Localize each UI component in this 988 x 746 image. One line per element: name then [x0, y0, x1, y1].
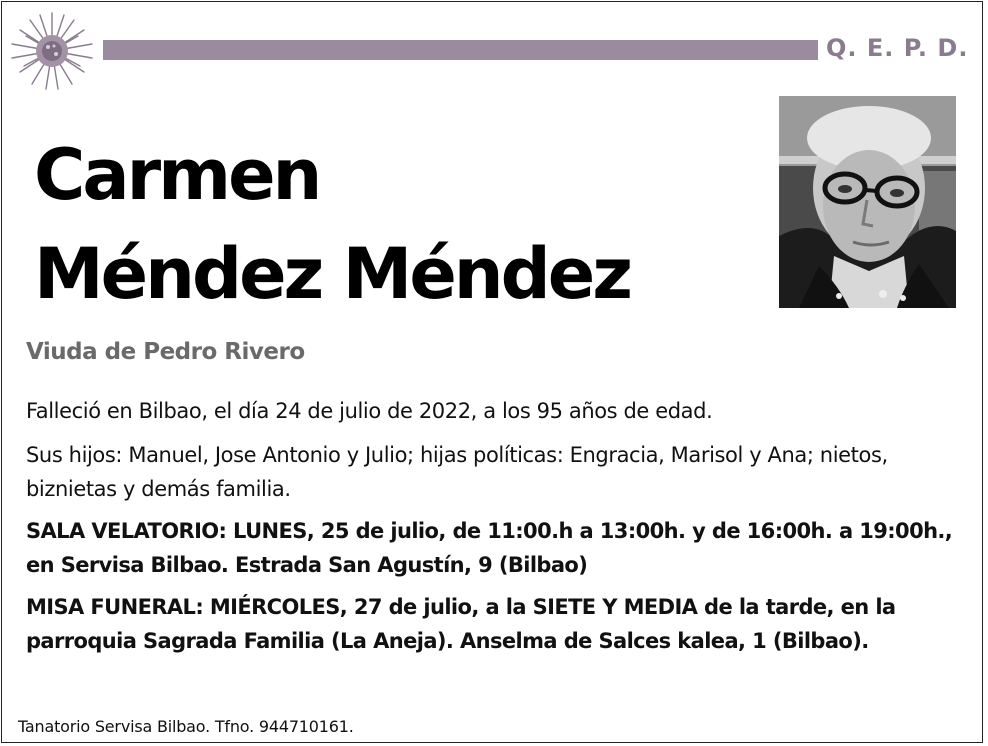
portrait-photo [779, 96, 956, 308]
header-divider-bar [103, 40, 818, 60]
qepd-heading: Q. E. P. D. [826, 34, 969, 62]
widow-line: Viuda de Pedro Rivero [26, 339, 305, 365]
family-line: Sus hijos: Manuel, Jose Antonio y Julio; hijas políticas: Engracia, Marisol y Ana; nietos, biznietas y demás familia. [26, 443, 888, 501]
death-announcement: Falleció en Bilbao, el día 24 de julio de 2022, a los 95 años de edad. [26, 399, 713, 423]
funeral-home-footer: Tanatorio Servisa Bilbao. Tfno. 944710161. [18, 717, 354, 736]
funeral-mass-details: MISA FUNERAL: MIÉRCOLES, 27 de julio, a la SIETE Y MEDIA de la tarde, en la parroquia Sagrada Familia (La Aneja). Anselma de Salces kalea, 1 (Bilbao). [26, 595, 896, 653]
deceased-surnames: Méndez Méndez [34, 233, 630, 315]
thistle-flower-icon [8, 10, 96, 92]
deceased-first-name: Carmen [34, 134, 320, 216]
wake-details: SALA VELATORIO: LUNES, 25 de julio, de 11:00.h a 13:00h. y de 16:00h. a 19:00h., en Servisa Bilbao. Estrada San Agustín, 9 (Bilbao) [26, 519, 953, 577]
